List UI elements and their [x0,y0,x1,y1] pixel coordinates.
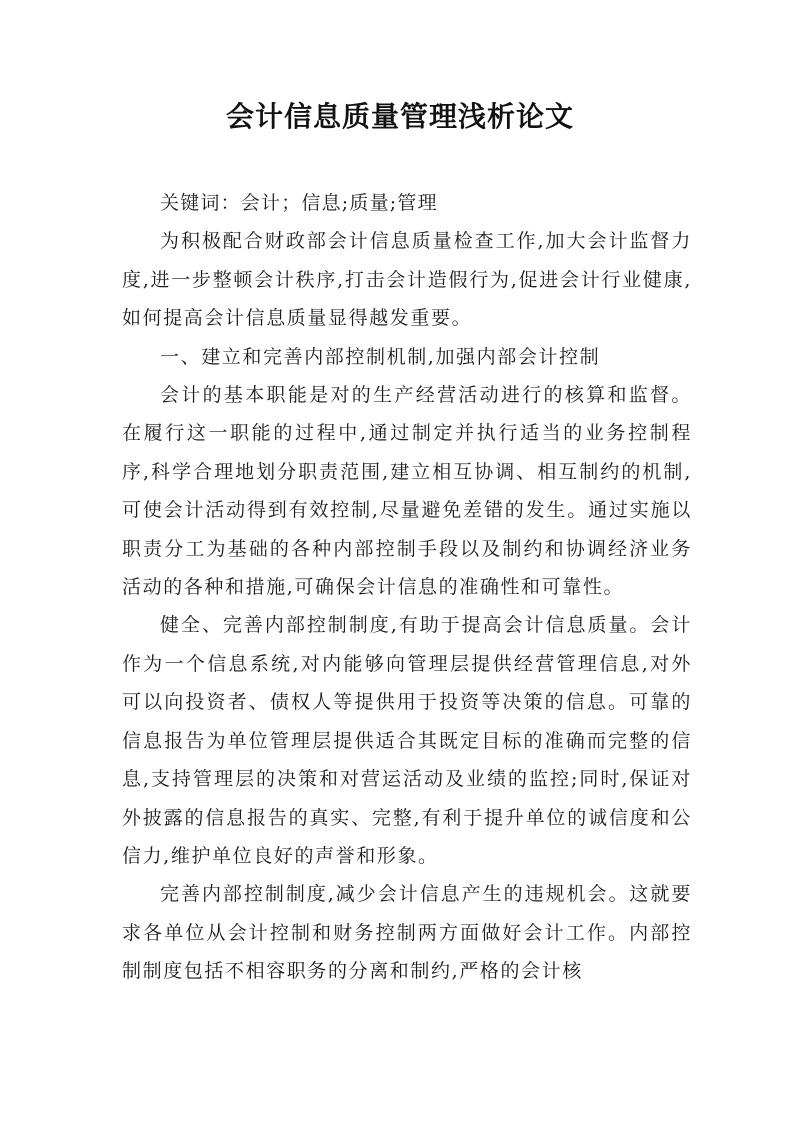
intro-paragraph: 为积极配合财政部会计信息质量检查工作,加大会计监督力度,进一步整顿会计秩序,打击会计造假行为,促进会计行业健康,如何提高会计信息质量显得越发重要。 [122,230,692,330]
body-paragraph: 完善内部控制制度,减少会计信息产生的违规机会。这就要求各单位从会计控制和财务控制两方面做好会计工作。内部控制制度包括不相容职务的分离和制约,严格的会计核 [122,883,692,983]
body-paragraph: 会计的基本职能是对的生产经营活动进行的核算和监督。在履行这一职能的过程中,通过制定并执行适当的业务控制程序,科学合理地划分职责范围,建立相互协调、相互制约的机制,可使会计活动得到有效控制,尽量避免差错的发生。通过实施以职责分工为基础的各种内部控制手段以及制约和协调经济业务活动的各种和措施,可确保会计信息的准确性和可靠性。 [122,384,692,599]
body-paragraph: 健全、完善内部控制制度,有助于提高会计信息质量。会计作为一个信息系统,对内能够向管理层提供经营管理信息,对外可以向投资者、债权人等提供用于投资等决策的信息。可靠的信息报告为单位管理层提供适合其既定目标的准确而完整的信息,支持管理层的决策和对营运活动及业绩的监控;同时,保证对外披露的信息报告的真实、完整,有利于提升单位的诚信度和公信力,维护单位良好的声誉和形象。 [122,614,692,867]
document-body [122,184,692,991]
section-heading: 一、建立和完善内部控制机制,加强内部会计控制 [160,345,601,368]
keywords-paragraph: 关键词：会计；信息;质量;管理 [160,192,438,214]
document-title: 会计信息质量管理浅析论文 [225,100,574,133]
